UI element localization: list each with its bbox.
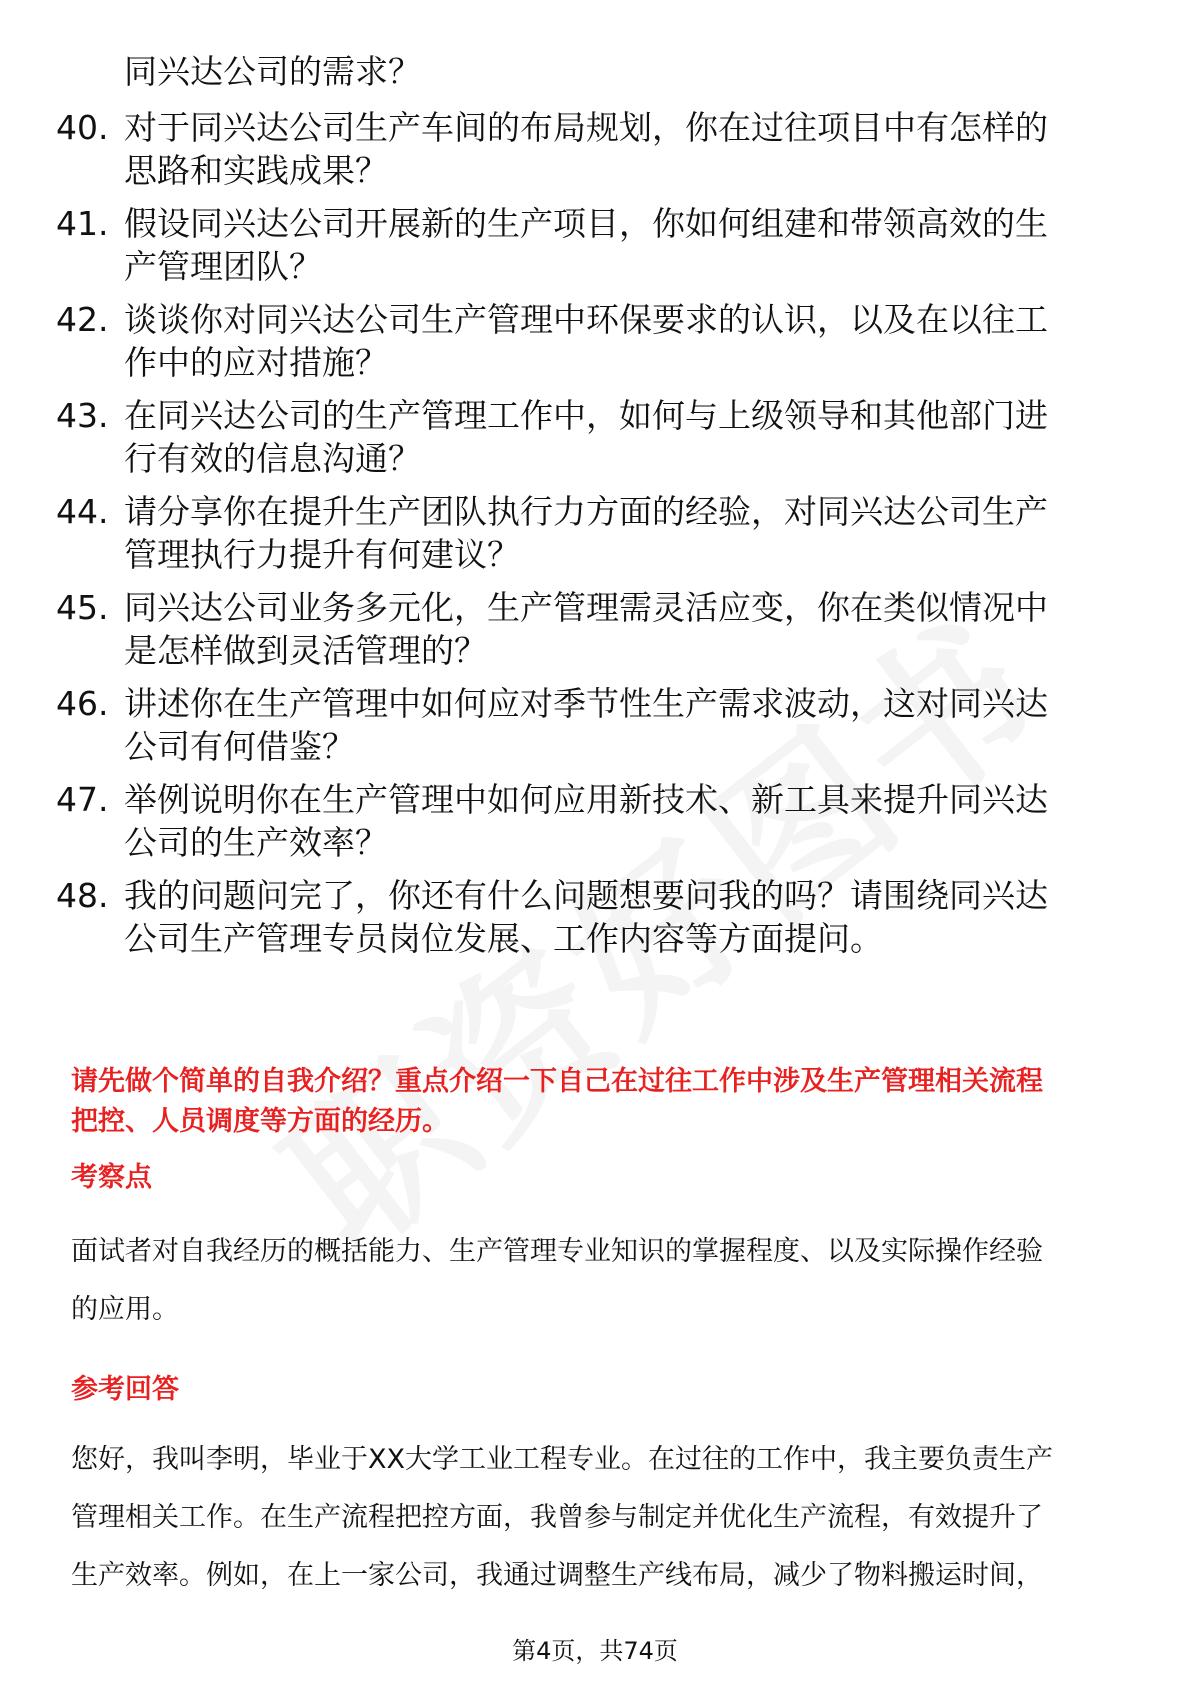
question-line: 管理执行力提升有何建议？ [124,535,520,574]
inspection-heading: 考察点 [71,1162,152,1193]
question-number: 40. [56,108,109,147]
question-number: 45. [56,588,109,627]
question-line: 是怎样做到灵活管理的？ [124,631,487,670]
question-number: 44. [56,492,109,531]
paragraph-line: 您好，我叫李明，毕业于XX大学工业工程专业。在过往的工作中，我主要负责生产 [71,1444,1053,1475]
question-number: 47. [56,780,109,819]
question-line: 公司的生产效率？ [124,823,388,862]
question-number: 41. [56,204,109,243]
paragraph-line: 的应用。 [71,1294,179,1325]
question-line: 在同兴达公司的生产管理工作中，如何与上级领导和其他部门进 [124,396,1048,435]
question-line: 公司生产管理专员岗位发展、工作内容等方面提问。 [124,919,883,958]
question-line: 我的问题问完了，你还有什么问题想要问我的吗？请围绕同兴达 [124,876,1048,915]
question-number: 46. [56,684,109,723]
question-line: 同兴达公司业务多元化，生产管理需灵活应变，你在类似情况中 [124,588,1048,627]
question-text [124,682,1134,768]
reference-paragraph [71,1431,1131,1605]
featured-question-line: 把控、人员调度等方面的经历。 [71,1106,449,1137]
question-line: 公司有何借鉴？ [124,727,355,766]
paragraph-line: 面试者对自我经历的概括能力、生产管理专业知识的掌握程度、以及实际操作经验 [71,1236,1043,1267]
paragraph-line: 管理相关工作。在生产流程把控方面，我曾参与制定并优化生产流程，有效提升了 [71,1502,1043,1533]
featured-question-line: 请先做个简单的自我介绍？重点介绍一下自己在过往工作中涉及生产管理相关流程 [71,1066,1043,1097]
question-line: 讲述你在生产管理中如何应对季节性生产需求波动，这对同兴达 [124,684,1048,723]
page-footer: 第4页，共74页 [512,1637,678,1665]
question-text [124,874,1134,960]
question-text [124,106,1134,192]
question-line: 行有效的信息沟通？ [124,439,421,478]
question-text [124,394,1134,480]
question-line: 举例说明你在生产管理中如何应用新技术、新工具来提升同兴达 [124,780,1048,819]
reference-heading: 参考回答 [71,1374,179,1405]
question-text [124,298,1134,384]
question-text [124,586,1134,672]
question-text [124,202,1134,288]
question-number: 43. [56,396,109,435]
question-line: 请分享你在提升生产团队执行力方面的经验，对同兴达公司生产 [124,492,1048,531]
inspection-paragraph [71,1223,1131,1339]
question-line: 产管理团队？ [124,247,322,286]
question-line: 作中的应对措施？ [124,343,388,382]
question-text [124,490,1134,576]
featured-question [71,1062,1121,1142]
question-number: 48. [56,876,109,915]
paragraph-line: 生产效率。例如，在上一家公司，我通过调整生产线布局，减少了物料搬运时间， [71,1560,1043,1591]
question-number: 42. [56,300,109,339]
continuation-line: 同兴达公司的需求？ [124,52,421,91]
question-line: 思路和实践成果？ [124,151,388,190]
question-text [124,778,1134,864]
question-line: 假设同兴达公司开展新的生产项目，你如何组建和带领高效的生 [124,204,1048,243]
question-line: 对于同兴达公司生产车间的布局规划，你在过往项目中有怎样的 [124,108,1048,147]
question-line: 谈谈你对同兴达公司生产管理中环保要求的认识，以及在以往工 [124,300,1048,339]
